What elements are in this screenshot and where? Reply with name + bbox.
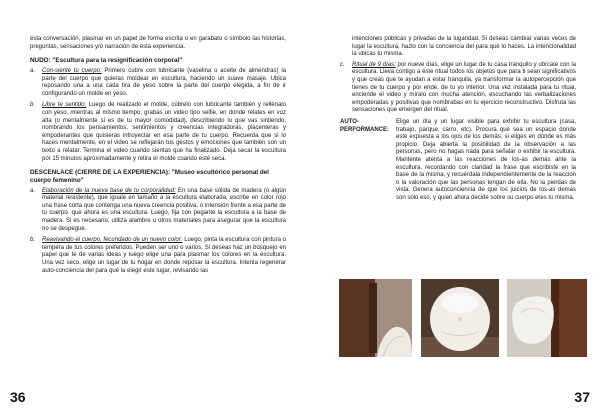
desenlace-list: [30, 188, 286, 276]
list-marker: c.: [340, 61, 345, 68]
sculpture-photos: [339, 279, 587, 357]
section-nudo-title: NUDO: "Escultura para la resignificación corporal": [30, 57, 183, 65]
list-marker: b.: [30, 102, 36, 109]
list-item-title: Reavivando el cuerpo, fecundado de un nuevo color:: [42, 237, 183, 244]
section-desenlace-title: DESCENLACE (CIERRE DE LA EXPERIENCIA): "Museo escultórico personal del cuerpo femenino": [30, 169, 269, 184]
page-number-left: 36: [10, 389, 26, 405]
list-item: [340, 62, 576, 115]
page-number-right: 37: [574, 389, 590, 405]
list-marker: a.: [30, 67, 36, 74]
list-item-body: Luego de realizado el molde, cúbrelo con lubricante también y rellénalo con yeso, mientras al mismo tiempo, grabas un video tipo selfie, en donde relates en voz alta (o mentalmente si es de tu mayor comodidad), describiendo lo que vas sintiendo, nombrando los pensamientos, sentimientos y creencias integradoras, placenteras y empoderantes que quisieras introyectar en esa parte de tu cuerpo. Recuerda que si lo haces mentalmente, en el video se reflejarán tus gestos y emociones que también son un texto a relatar. Termina el video cuando sientas que ha finalizado. Deja secar la escultura por 15 minutos aproximadamente y retira el molde cuando esté seca.: [42, 102, 286, 162]
list-item-title: Con-siente tu cuerpo:: [42, 67, 102, 74]
list-marker: b.: [30, 237, 36, 244]
sculpture-photo-1: [339, 279, 412, 357]
list-item-title: Elaboración de la nueva base de tu corporalidad:: [42, 187, 176, 194]
list-item-text: [42, 102, 286, 163]
list-item: [30, 102, 286, 163]
list-item: [30, 68, 286, 98]
auto-performance-block: [340, 119, 576, 203]
ritual-list: [340, 62, 576, 115]
intro-paragraph: ésta conversación, plasmar en un papel de forma escrita o en garabato o símbolo las historias, preguntas, sensaciones y/o narración de ésta experiencia.: [30, 36, 286, 50]
list-item-body: En una base sólida de madera (o algún material resistente), que iguale en tamaño a la escultura elaborada, escribe en color rojo una frase corta que contenga una nueva creencia positiva, o intensión frente a esa parte de tu cuerpo, que ahora es una escultura. Luego, fija con pegante la escultura a la base de madera. Si es necesario, utiliza alambre u otros materiales para asegurar que la escultura no se despegue.: [42, 187, 286, 232]
list-item-text: [42, 237, 286, 275]
sculpture-1-image: [339, 279, 412, 357]
list-item: [30, 188, 286, 234]
sculpture-2-image: [421, 279, 499, 357]
sculpture-3-image: [507, 279, 587, 357]
sculpture-photo-2: [421, 279, 499, 357]
continuation-paragraph: intenciones públicas y privadas de la lugaridad. Si deseas cambiar varias veces de lugar la escultura, hazlo con la conciencia del para qué lo haces. La intencionalidad la ubicas tu misma.: [352, 36, 576, 58]
list-item-text: [352, 62, 576, 115]
list-item: [30, 237, 286, 275]
auto-performance-text: Elige un día y un lugar visible para exhibir tu escultura (casa, trabajo, parque, carro, etc). Procura que sea un espacio donde esté expuesta a los ojos de los demás; si eliges en donde es más propicio. Deja abierta la posibilidad de la observación a las personas, pero no hagas nada para señalar o exhibir la escultura. Mantente atenta a las reacciones de los-as demás ante la escultura, recordando con claridad la frase que escribiste en la base de la misma, y recuérdala independientemente de la reacción o la valoración que las personas tengan de ella. No la pierdas de vista. Genera autoconciencia de que los juicios de los-as demás son sólo eso, y quien ahora decide sobre su cuerpo eres tú misma.: [396, 118, 576, 201]
sculpture-photo-3: [507, 279, 587, 357]
auto-performance-label: AUTO-PERFORMANCE:: [340, 118, 389, 133]
list-item-title: Libre te sentido:: [42, 102, 87, 109]
list-item-body: Luego, pinta la escultura con pintura o tempera de tus colores preferidos. Pueden ser uno o varios. Si deseas haz un bosquejo en papel que te de varias ideas y luego elige una para plasmar los colores en la escultura. Una vez seco, elige un lugar de tu hogar en donde reposar la escultura. Intenta regenerar auto-conciencia del para qué la elegir este lugar, revisando las: [42, 237, 286, 274]
list-item-body: por nueve días, elige un lugar de tu casa tranquilo y ubícate con la escultura. Lleva contigo a éste ritual todos los objetos que para ti sean significativos y que creas que te ayudan a estar tranquila, ya transformar la autopercepción que tienes de tu cuerpo y por ende, de tu yo interior. Una vez instalada para tu ritual, enciende el video y míralo con mucha atención, escuchando las verbalizaciones empoderadas y positivas que nombrabas en tu ejercicio reconstructivo. Disfruta las sensaciones que emergen del ritual.: [352, 61, 577, 114]
list-item-title: Ritual de 9 días:: [352, 61, 396, 68]
list-item-text: [42, 68, 286, 98]
list-item-body: Primero cubre con lubricante (vaselina o aceite de almendras) la parte del cuerpo que quieras moldear en escultura, haciendo un suave masaje. Ubica reposando una a una cada tira de yeso sobre la parte del cuerpo elegida, a fin de ir configurando un molde en yeso.: [42, 67, 286, 97]
nudo-list: [30, 68, 286, 163]
list-item-text: [42, 188, 286, 234]
list-marker: a.: [30, 187, 36, 194]
